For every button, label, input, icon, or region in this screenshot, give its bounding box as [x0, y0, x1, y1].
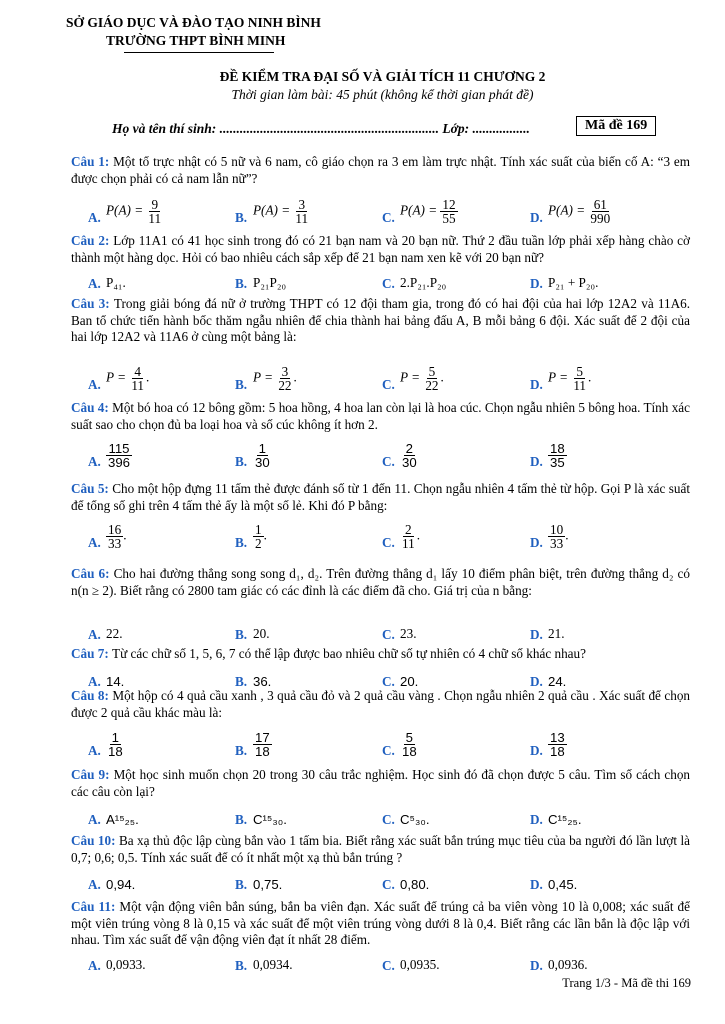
option-label: B.: [235, 812, 248, 827]
option-value: C¹⁵₃₀.: [253, 812, 287, 827]
options-row: [88, 730, 698, 761]
option-value: [400, 442, 419, 469]
option-label: B.: [235, 674, 248, 689]
option-value: 20.: [253, 626, 270, 641]
option-value: $\frac{16}{33}$ .: [108, 522, 127, 551]
option-value: C⁵₃₀.: [400, 812, 430, 827]
option-label: D.: [530, 276, 543, 291]
question-number: Câu 10:: [71, 833, 119, 848]
question-text: Ba xạ thủ độc lập cùng bắn vào 1 tấm bia. Biết rằng xác suất bắn trúng mục tiêu của ba người đó lần lượt là 0,7; 0,6; 0,5. Tính xác suất để có ít nhất một xạ thủ bắn trúng ?: [71, 833, 691, 865]
option-label: B.: [235, 377, 248, 392]
fraction: $\frac{13}{18}$: [550, 730, 565, 759]
option-value: 0,0934.: [253, 957, 293, 972]
option-label: B.: [235, 958, 248, 973]
option-value: P(A) = $\frac{3}{11}$: [253, 197, 309, 226]
option-value: P₂₁P₂₀: [253, 275, 287, 290]
option-value: P₄₁.: [106, 275, 126, 290]
question-10: [71, 833, 690, 866]
option-label: A.: [88, 674, 101, 689]
option-label: C.: [382, 454, 395, 469]
option-value: 21.: [548, 626, 565, 641]
options-row: [88, 266, 698, 294]
fraction: $\frac{5}{22}$: [425, 364, 439, 393]
header-divider: [124, 52, 274, 53]
question-text: Trong giải bóng đá nữ ở trường THPT có 12 đội tham gia, trong đó có hai đội của hai lớp 12A2 và 11A6. Ban tổ chức tiến hành bốc thăm ngẫu nhiên để chia thành hai bảng đấu A, B mỗi bảng 6 đội. Xác suất để 2 đội của hai lớp 12A2 và 11A6 ở cùng một bảng là:: [71, 296, 690, 344]
exam-code-box: Mã đề 169: [576, 116, 656, 136]
option-label: A.: [88, 377, 101, 392]
question-9: [71, 767, 690, 800]
option-label: A.: [88, 812, 101, 827]
fraction: $\frac{1}{2}$: [255, 522, 262, 551]
option-label: D.: [530, 958, 543, 973]
question-8: [71, 688, 690, 721]
option-value: 0,0935.: [400, 957, 440, 972]
option-value: [253, 442, 272, 469]
options-row: [88, 802, 698, 830]
options-row: [88, 441, 698, 472]
option-label: B.: [235, 743, 248, 758]
option-label: A.: [88, 877, 101, 892]
option-label: A.: [88, 627, 101, 642]
fraction: $\frac{17}{18}$: [255, 730, 270, 759]
fraction: $\frac{115}{396}$: [108, 441, 131, 470]
options-row: [88, 617, 698, 645]
fraction: $\frac{16}{33}$: [108, 522, 122, 551]
option-value: 0,94.: [106, 877, 136, 892]
question-6: [71, 566, 690, 599]
option-value: $\frac{10}{33}$ .: [550, 522, 569, 551]
fraction: $\frac{1}{30}$: [255, 441, 270, 470]
option-value: P₂₁ + P₂₀.: [548, 275, 599, 290]
question-text: Một hộp có 4 quả cầu xanh , 3 quả cầu đỏ và 2 quả cầu vàng . Chọn ngẫu nhiên 2 quả cầu . Xác suất để chọn được 2 quả cầu khác màu là:: [71, 688, 691, 720]
option-label: D.: [530, 877, 543, 892]
option-value: P = $\frac{5}{11}$ .: [548, 364, 592, 393]
question-text: Cho hai đường thẳng song song d₁, d₂. Trên đường thẳng d₁ lấy 10 điểm phân biệt, trên đường thẳng d₂ có n(n ≥ 2). Biết rằng có 2800 tam giác có các đỉnh là các điểm đã cho. Giá trị của n bằng:: [71, 566, 690, 598]
fraction: $\frac{10}{33}$: [550, 522, 564, 551]
option-value: 2.P₂₁.P₂₀: [400, 275, 447, 290]
option-label: C.: [382, 210, 395, 225]
option-label: D.: [530, 210, 543, 225]
option-label: A.: [88, 454, 101, 469]
options-row: [88, 948, 698, 976]
option-value: 24.: [548, 674, 567, 689]
question-number: Câu 11:: [71, 899, 120, 914]
option-value: A¹⁵₂₅.: [106, 812, 139, 827]
option-value: 23.: [400, 626, 417, 641]
option-label: A.: [88, 210, 101, 225]
option-label: C.: [382, 877, 395, 892]
option-label: B.: [235, 535, 248, 550]
option-value: P(A) = $\frac{61}{990}$: [548, 197, 611, 226]
option-label: D.: [530, 674, 543, 689]
options-row: [88, 364, 698, 395]
question-text: Một học sinh muốn chọn 20 trong 30 câu trắc nghiệm. Học sinh đó đã chọn được 5 câu. Tìm số cách chọn các câu còn lại?: [71, 767, 691, 799]
option-value: C¹⁵₂₅.: [548, 812, 582, 827]
option-label: D.: [530, 454, 543, 469]
option-value: 22.: [106, 626, 123, 641]
options-row: [88, 867, 698, 895]
option-value: 0,45.: [548, 877, 578, 892]
option-label: D.: [530, 812, 543, 827]
question-7: [71, 646, 690, 663]
option-value: 14.: [106, 674, 125, 689]
option-label: B.: [235, 276, 248, 291]
option-label: C.: [382, 535, 395, 550]
option-label: C.: [382, 377, 395, 392]
option-value: P(A) = $\frac{12}{55}$: [400, 197, 456, 226]
options-row: [88, 522, 698, 553]
question-1: [71, 154, 690, 187]
options-row: [88, 197, 698, 228]
exam-subtitle: Thời gian làm bài: 45 phút (không kể thời gian phát đề): [231, 87, 534, 102]
fraction: $\frac{3}{11}$: [295, 197, 309, 226]
option-label: A.: [88, 535, 101, 550]
fraction: $\frac{3}{22}$: [278, 364, 292, 393]
fraction: $\frac{18}{35}$: [550, 441, 565, 470]
question-text: Một vận động viên bắn súng, bắn ba viên đạn. Xác suất để trúng cả ba viên vòng 10 là 0,008; xác suất để một viên trúng vòng 8 là 0,15 và xác suất để một viên trúng vòng dưới 8 là 0,4. Biết rằng các lần bắn là độc lập với nhau. Tìm xác suất để vận động viên đạt ít nhất 28 điểm.: [71, 899, 690, 947]
option-value: [400, 731, 419, 758]
option-label: B.: [235, 454, 248, 469]
option-label: D.: [530, 535, 543, 550]
student-name-line: Họ và tên thí sinh: ................................................................. Lớp: .................: [112, 121, 530, 136]
option-label: C.: [382, 958, 395, 973]
question-4: [71, 400, 690, 433]
option-label: C.: [382, 743, 395, 758]
header-block: [66, 14, 321, 50]
department-name: SỞ GIÁO DỤC VÀ ĐÀO TẠO NINH BÌNH: [66, 15, 321, 30]
question-number: Câu 6:: [71, 566, 114, 581]
question-2: [71, 233, 690, 266]
option-value: 20.: [400, 674, 419, 689]
question-5: [71, 481, 690, 514]
question-11: [71, 899, 690, 949]
option-label: B.: [235, 627, 248, 642]
option-label: B.: [235, 210, 248, 225]
option-value: $\frac{2}{11}$ .: [402, 522, 420, 551]
fraction: $\frac{5}{18}$: [402, 730, 417, 759]
option-label: D.: [530, 377, 543, 392]
option-value: P = $\frac{3}{22}$ .: [253, 364, 297, 393]
option-value: [106, 442, 132, 469]
question-number: Câu 9:: [71, 767, 114, 782]
option-value: [548, 442, 567, 469]
question-number: Câu 5:: [71, 481, 113, 496]
question-number: Câu 7:: [71, 646, 113, 661]
fraction: $\frac{12}{55}$: [442, 197, 456, 226]
question-number: Câu 8:: [71, 688, 113, 703]
question-text: Lớp 11A1 có 41 học sinh trong đó có 21 bạn nam và 20 bạn nữ. Thứ 2 đầu tuần lớp phải xếp hàng chào cờ thành một hàng dọc. Hỏi có bao nhiêu cách sắp xếp để 21 bạn nam xen kẽ với 20 bạn nữ?: [71, 233, 691, 265]
option-label: D.: [530, 627, 543, 642]
question-number: Câu 1:: [71, 154, 114, 169]
option-label: D.: [530, 743, 543, 758]
fraction: $\frac{9}{11}$: [148, 197, 162, 226]
option-label: A.: [88, 958, 101, 973]
fraction: $\frac{2}{30}$: [402, 441, 417, 470]
option-label: C.: [382, 812, 395, 827]
option-value: [253, 731, 272, 758]
question-text: Một bó hoa có 12 bông gồm: 5 hoa hồng, 4 hoa lan còn lại là hoa cúc. Chọn ngẫu nhiên 5 bông hoa. Tính xác suất sao cho chọn đủ ba loại hoa và số cúc không ít hơn 2.: [71, 400, 691, 432]
fraction: $\frac{4}{11}$: [131, 364, 145, 393]
option-label: C.: [382, 276, 395, 291]
option-label: C.: [382, 674, 395, 689]
fraction: $\frac{1}{18}$: [108, 730, 123, 759]
option-value: P = $\frac{4}{11}$ .: [106, 364, 150, 393]
page-footer: Trang 1/3 - Mã đề thi 169: [562, 976, 691, 990]
question-3: [71, 296, 690, 346]
question-number: Câu 2:: [71, 233, 114, 248]
option-label: C.: [382, 627, 395, 642]
option-value: 0,80.: [400, 877, 430, 892]
option-label: B.: [235, 877, 248, 892]
option-label: A.: [88, 276, 101, 291]
option-value: P(A) = $\frac{9}{11}$: [106, 197, 162, 226]
option-value: 36.: [253, 674, 272, 689]
question-number: Câu 4:: [71, 400, 113, 415]
school-name: TRƯỜNG THPT BÌNH MINH: [106, 33, 286, 48]
option-value: 0,75.: [253, 877, 283, 892]
option-value: 0,0936.: [548, 957, 588, 972]
exam-title: ĐỀ KIỂM TRA ĐẠI SỐ VÀ GIẢI TÍCH 11 CHƯƠNG 2: [219, 69, 546, 84]
question-number: Câu 3:: [71, 296, 114, 311]
option-value: $\frac{1}{2}$ .: [255, 522, 267, 551]
fraction: $\frac{2}{11}$: [402, 522, 415, 551]
question-text: Cho một hộp đựng 11 tấm thẻ được đánh số từ 1 đến 11. Chọn ngẫu nhiên 4 tấm thẻ từ hộp. Gọi P là xác suất để tổng số ghi trên 4 tấm thẻ ấy là một số lẻ. Khi đó P bằng:: [71, 481, 690, 513]
option-value: P = $\frac{5}{22}$ .: [400, 364, 444, 393]
fraction: $\frac{5}{11}$: [573, 364, 587, 393]
question-text: Từ các chữ số 1, 5, 6, 7 có thể lập được bao nhiêu chữ số tự nhiên có 4 chữ số khác nhau?: [112, 646, 586, 661]
option-label: A.: [88, 743, 101, 758]
option-value: 0,0933.: [106, 957, 146, 972]
question-text: Một tổ trực nhật có 5 nữ và 6 nam, cô giáo chọn ra 3 em làm trực nhật. Tính xác suất của biến cố A: “3 em được chọn phải có cả nam lẫn nữ”?: [71, 154, 691, 186]
option-value: [548, 731, 567, 758]
option-value: [106, 731, 125, 758]
fraction: $\frac{61}{990}$: [590, 197, 611, 226]
